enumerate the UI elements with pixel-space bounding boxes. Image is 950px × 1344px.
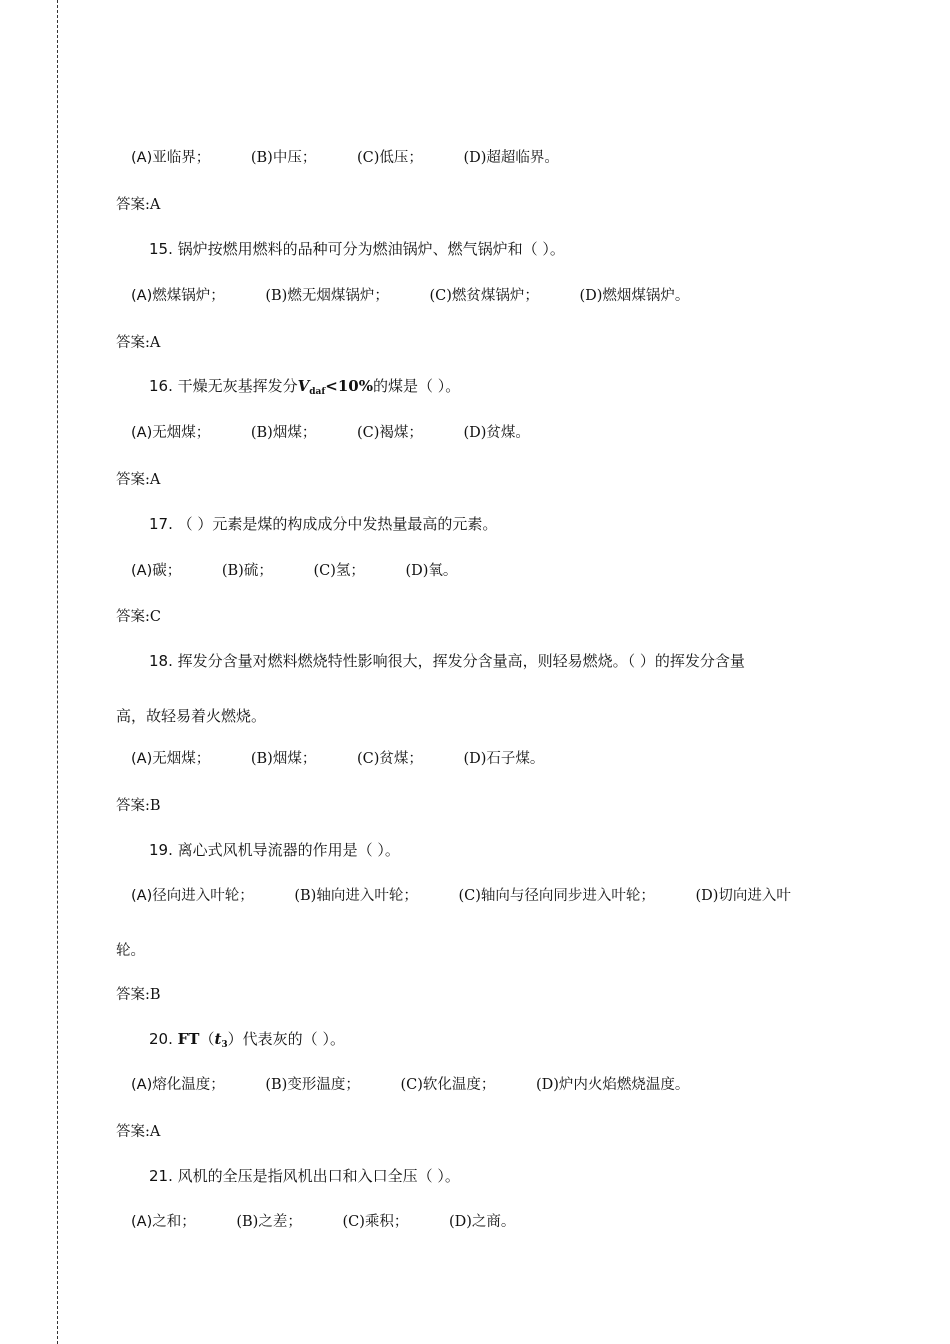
q16-option-b: (B)烟煤； [250,425,317,441]
q17-options [131,561,457,581]
q14-option-d: (D)超超临界。 [463,150,559,166]
q16-option-c: (C)褐煤； [356,425,423,441]
q21-option-a: (A)之和； [131,1214,196,1230]
q20-paren-open: （ [199,1030,215,1048]
q18-question-line2: 高，故轻易着火燃烧。 [116,707,267,725]
q20-paren-close: ） [227,1030,243,1048]
binding-margin-line [57,0,58,1344]
q18-option-d: (D)石子煤。 [463,751,545,767]
q20-question [149,1029,345,1052]
q17-option-d: (D)氧。 [405,563,458,579]
q15-option-d: (D)燃烟煤锅炉。 [579,288,690,304]
q21-option-d: (D)之商。 [448,1214,516,1230]
q17-option-b: (B)硫； [221,563,273,579]
q21-question: 21. 风机的全压是指风机出口和入口全压（ ）。 [149,1167,460,1185]
q20-t-variable: t [214,1030,222,1048]
q20-question-suffix: 代表灰的（ ）。 [242,1030,345,1048]
q16-question-suffix: 的煤是（ ）。 [372,377,461,395]
q20-options [131,1075,689,1095]
q14-options [131,148,559,168]
q19-options [131,886,791,906]
q14-option-b: (B)中压； [250,150,317,166]
q18-question-line1: 18. 挥发分含量对燃料燃烧特性影响很大，挥发分含量高，则轻易燃烧。（ ）的挥发分含量 [149,652,745,670]
q14-option-a: (A)亚临界； [131,150,211,166]
q15-option-a: (A)燃煤锅炉； [131,288,225,304]
q17-option-c: (C)氢； [313,563,365,579]
q20-ft: FT [177,1030,200,1048]
q19-option-d: (D)切向进入叶 [695,888,791,904]
q18-option-b: (B)烟煤； [250,751,317,767]
q15-option-c: (C)燃贫煤锅炉； [429,288,539,304]
q16-question-prefix: 16. 干燥无灰基挥发分 [149,377,298,395]
q15-option-b: (B)燃无烟煤锅炉； [265,288,389,304]
q20-number: 20. [149,1030,178,1048]
q19-question: 19. 离心式风机导流器的作用是（ ）。 [149,841,400,859]
q16-option-a: (A)无烟煤； [131,425,211,441]
q19-option-a: (A)径向进入叶轮； [131,888,254,904]
q16-options [131,423,530,443]
q17-option-a: (A)碳； [131,563,182,579]
q20-option-d: (D)炉内火焰燃烧温度。 [535,1077,690,1093]
q20-option-c: (C)软化温度； [400,1077,496,1093]
q17-question: 17. （ ）元素是煤的构成成分中发热量最高的元素。 [149,515,498,533]
q16-variable: V [297,377,310,395]
q18-option-c: (C)贫煤； [356,751,423,767]
q18-option-a: (A)无烟煤； [131,751,211,767]
q21-options [131,1212,515,1232]
q19-option-c: (C)轴向与径向同步进入叶轮； [458,888,655,904]
q21-option-b: (B)之差； [236,1214,302,1230]
q18-answer: 答案:B [116,798,161,814]
q21-option-c: (C)乘积； [342,1214,409,1230]
q19-option-b: (B)轴向进入叶轮； [294,888,418,904]
q14-option-c: (C)低压； [356,150,423,166]
q15-answer: 答案:A [116,335,161,351]
q20-option-b: (B)变形温度； [265,1077,360,1093]
q14-answer: 答案:A [116,197,161,213]
q19-options-continuation: 轮。 [116,943,145,959]
q18-options [131,749,544,769]
q16-condition: <10% [325,377,373,395]
q20-option-a: (A)熔化温度； [131,1077,225,1093]
q20-t-subscript: 3 [221,1040,228,1050]
q16-option-d: (D)贫煤。 [463,425,530,441]
q15-options [131,286,689,306]
q16-answer: 答案:A [116,472,161,488]
q20-answer: 答案:A [116,1124,161,1140]
q17-answer: 答案:C [116,609,161,625]
q16-question [149,376,460,399]
q16-variable-subscript: daf [309,387,326,397]
q19-answer: 答案:B [116,987,161,1003]
q15-question: 15. 锅炉按燃用燃料的品种可分为燃油锅炉、燃气锅炉和（ ）。 [149,240,565,258]
